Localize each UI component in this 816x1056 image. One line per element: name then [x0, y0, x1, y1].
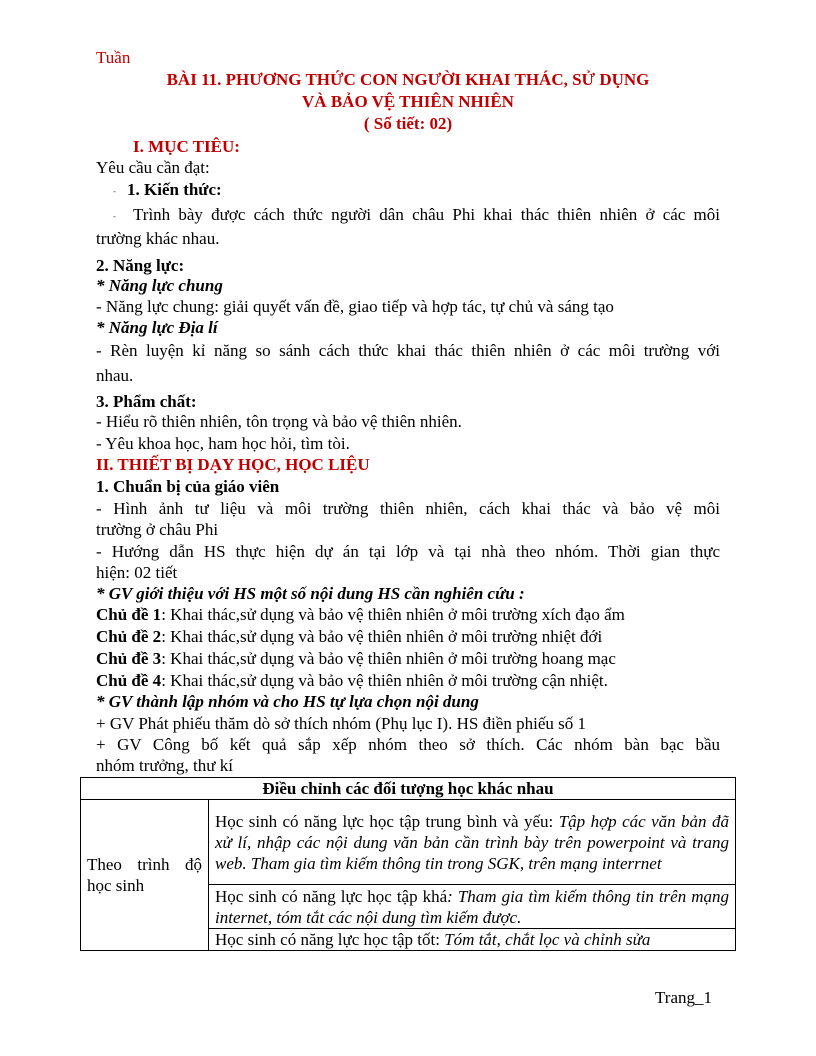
row-text: Học sinh có năng lực học tập khá — [215, 886, 448, 906]
general-competence-text: - Năng lực chung: giải quyết vấn đề, giao tiếp và hợp tác, tự chủ và sáng tạo — [96, 297, 614, 316]
topic-text: : Khai thác,sử dụng và bảo vệ thiên nhiên ở môi trường cận nhiệt. — [161, 671, 608, 690]
bullet-marker: - — [113, 186, 116, 196]
week-label: Tuần — [96, 48, 131, 67]
knowledge-text-line2: trường khác nhau. — [96, 229, 220, 248]
bullet-marker: - — [113, 211, 116, 221]
topic-label: Chủ đề 2 — [96, 627, 162, 646]
row-text-italic: : Tham gia tìm kiếm thông tin trên mạng internet, tóm tắt các nội dung tìm kiếm được. — [215, 886, 730, 927]
prep-item1-line2: trường ở châu Phi — [96, 520, 219, 539]
geo-competence-line2: nhau. — [96, 366, 134, 385]
quality-heading: 3. Phẩm chất: — [96, 392, 197, 411]
table-row — [209, 885, 736, 929]
adjustment-table — [80, 777, 736, 951]
prep-item2-line2: hiện: 02 tiết — [96, 563, 178, 582]
quality-line2: - Yêu khoa học, ham học hỏi, tìm tòi. — [96, 434, 350, 453]
knowledge-text-line1: Trình bày được cách thức người dân châu Phi khai thác thiên nhiên ở các môi — [133, 205, 720, 224]
section1-heading: I. MỤC TIÊU: — [133, 137, 240, 156]
geo-competence-line1: - Rèn luyện kỉ năng so sánh cách thức khai thác thiên nhiên ở các môi trường với — [96, 341, 720, 360]
table-row — [209, 800, 736, 885]
topics-intro: * GV giới thiệu với HS một số nội dung HS cần nghiên cứu : — [96, 584, 525, 603]
table-header: Điều chỉnh các đối tượng học khác nhau — [81, 778, 736, 800]
table-row — [209, 929, 736, 951]
lesson-periods: ( Số tiết: 02) — [363, 114, 453, 133]
row-text: Học sinh có năng lực học tập tốt: — [215, 930, 445, 949]
page-number: Trang_1 — [655, 988, 712, 1007]
prep-item1-line1: - Hình ảnh tư liệu và môi trường thiên nhiên, cách khai thác và bảo vệ môi — [96, 499, 720, 518]
topic-text: : Khai thác,sử dụng và bảo vệ thiên nhiên ở môi trường hoang mạc — [161, 649, 616, 668]
quality-line1: - Hiểu rõ thiên nhiên, tôn trọng và bảo vệ thiên nhiên. — [96, 412, 462, 431]
general-competence-heading: * Năng lực chung — [96, 276, 223, 295]
group-step1: + GV Phát phiếu thăm dò sở thích nhóm (Phụ lục I). HS điền phiếu số 1 — [96, 714, 586, 733]
topic-label: Chủ đề 3 — [96, 649, 162, 668]
geo-competence-heading: * Năng lực Địa lí — [96, 318, 218, 337]
lesson-title-line1: BÀI 11. PHƯƠNG THỨC CON NGƯỜI KHAI THÁC, SỬ DỤNG — [166, 70, 650, 89]
topic-item — [96, 648, 720, 670]
row-text-italic: Tóm tắt, chắt lọc và chỉnh sửa — [444, 930, 651, 949]
group-step2-line2: nhóm trưởng, thư kí — [96, 756, 233, 775]
requirement-label: Yêu cầu cần đạt: — [96, 158, 210, 177]
lesson-title-line2: VÀ BẢO VỆ THIÊN NHIÊN — [302, 92, 514, 111]
topic-item — [96, 604, 720, 626]
competence-heading: 2. Năng lực: — [96, 256, 185, 275]
row-text: Học sinh có năng lực học tập trung bình và yếu: — [215, 811, 559, 831]
prep-item2-line1: - Hướng dẫn HS thực hiện dự án tại lớp và tại nhà theo nhóm. Thời gian thực — [96, 542, 720, 561]
group-step2-line1: + GV Công bố kết quả sắp xếp nhóm theo sở thích. Các nhóm bàn bạc bầu — [96, 735, 720, 754]
topic-text: : Khai thác,sử dụng và bảo vệ thiên nhiên ở môi trường xích đạo ẩm — [161, 605, 625, 624]
topic-label: Chủ đề 4 — [96, 671, 162, 690]
knowledge-heading: 1. Kiến thức: — [127, 180, 222, 199]
topic-text: : Khai thác,sử dụng và bảo vệ thiên nhiên ở môi trường nhiệt đới — [161, 627, 603, 646]
row-text-italic: Tập hợp các văn bản đã xử lí, nhập các nội dung văn bản cần trình bày trên powerpoint và trang web. Tham gia tìm kiếm thông tin trong SGK, trên mạng interrnet — [215, 811, 729, 873]
section2-heading: II. THIẾT BỊ DẠY HỌC, HỌC LIỆU — [96, 455, 370, 474]
topic-item — [96, 670, 720, 692]
topic-label: Chủ đề 1 — [96, 605, 162, 624]
group-heading: * GV thành lập nhóm và cho HS tự lựa chọn nội dung — [96, 692, 479, 711]
topic-item — [96, 626, 720, 648]
row-label-level: Theo trình độ học sinh — [81, 800, 209, 951]
teacher-prep-heading: 1. Chuẩn bị của giáo viên — [96, 477, 280, 496]
